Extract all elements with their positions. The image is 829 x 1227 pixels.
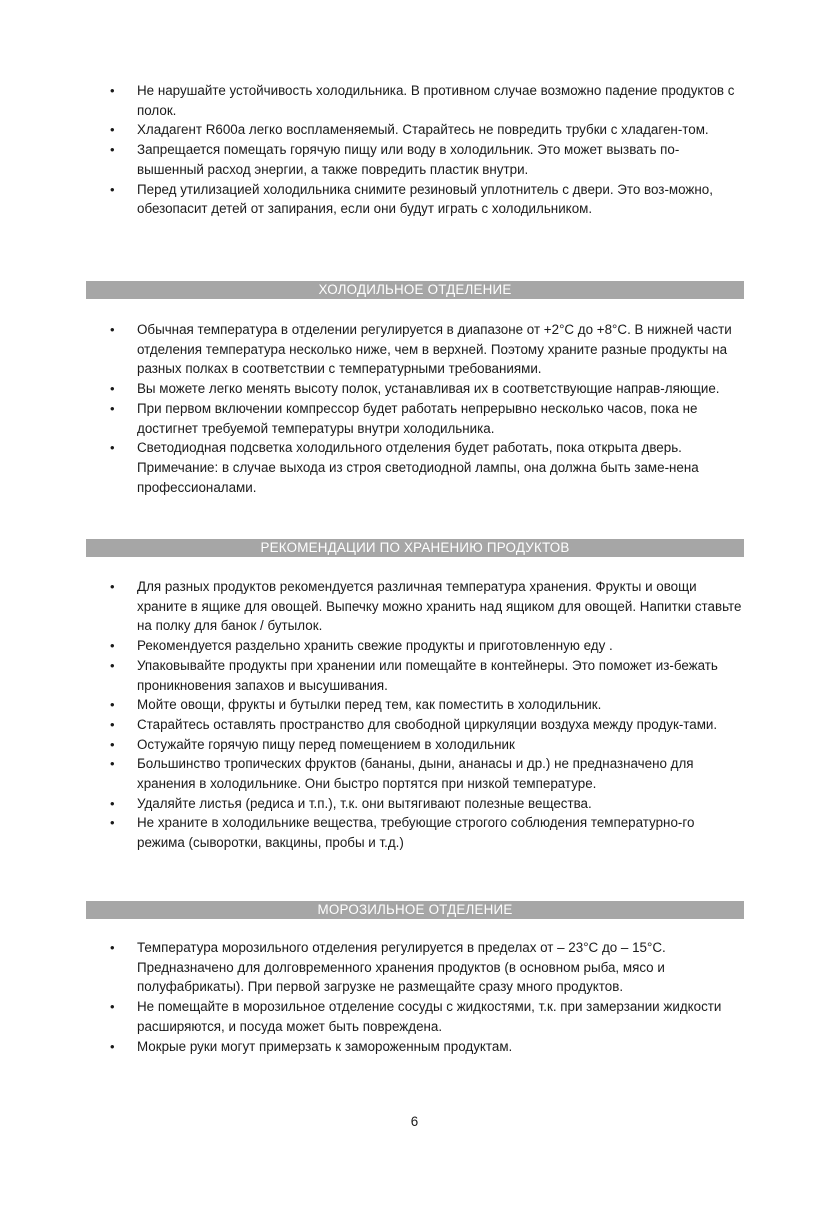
list-item-text: Обычная температура в отделении регулируется в диапазоне от +2°C до +8°C. В нижней части отделения температура несколько ниже, чем в верхней. Поэтому храните разные продукты на разных полках в соответствии с температурными требованиями. [137,322,732,377]
list-item-text: Упаковывайте продукты при хранении или помещайте в контейнеры. Это поможет из-бежать проникновения запахов и высушивания. [137,657,718,693]
list-item [108,715,744,735]
section-heading-freezer: МОРОЗИЛЬНОЕ ОТДЕЛЕНИЕ [86,901,744,919]
intro-bullet-list [108,81,744,219]
list-item-text: Хладагент R600a легко воспламеняемый. Старайтесь не повредить трубки с хладаген-том. [137,122,709,138]
list-item [108,695,744,715]
list-item-text: При первом включении компрессор будет работать непрерывно несколько часов, пока не достигнет требуемой температуры внутри холодильника. [137,400,698,436]
bullet-icon: • [110,142,115,158]
list-item-text: Не храните в холодильнике вещества, требующие строгого соблюдения температурно-го режима (сыворотки, вакцины, пробы и т.д.) [137,815,695,851]
list-item-text: Не помещайте в морозильное отделение сосуды с жидкостями, т.к. при замерзании жидкости расширяются, и посуда может быть повреждена. [137,999,722,1034]
list-item-text: Температура морозильного отделения регулируется в пределах от – 23°C до – 15°C. Предназначено для долговременного хранения продуктов (в основном рыба, мясо и полуфабрикаты). При первой загрузке не размещайте сразу много продуктов. [137,940,666,995]
list-item [108,938,744,997]
bullet-icon: • [110,400,115,416]
list-item [108,997,744,1036]
bullet-icon: • [110,999,115,1015]
bullet-icon: • [110,638,115,654]
bullet-icon: • [110,657,115,673]
page-number: 6 [410,1114,419,1129]
list-item-text: Остужайте горячую пищу перед помещением в холодильник [137,736,515,752]
bullet-icon: • [110,815,115,831]
bullet-icon: • [110,1038,115,1054]
list-item-text: Светодиодная подсветка холодильного отделения будет работать, пока открыта дверь. Примечание: в случае выхода из строя светодиодной лампы, она должна быть заме-нена профессионалами. [137,440,699,495]
list-item [108,636,744,656]
list-item [108,754,744,793]
list-item-text: Перед утилизацией холодильника снимите резиновый уплотнитель с двери. Это воз-можно, обезопасит детей от запирания, если они будут играть с холодильником. [137,181,713,217]
list-item [108,120,744,140]
list-item-text: Не нарушайте устойчивость холодильника. В противном случае возможно падение продуктов с полок. [137,83,735,118]
bullet-icon: • [110,795,115,811]
list-item [108,735,744,755]
list-item-text: Мойте овощи, фрукты и бутылки перед тем, как поместить в холодильник. [137,697,602,713]
bullet-icon: • [110,736,115,752]
bullet-icon: • [110,181,115,197]
list-item-text: Мокрые руки могут примерзать к замороженным продуктам. [137,1038,513,1054]
bullet-icon: • [110,940,115,955]
bullet-icon: • [110,579,115,594]
list-item [108,794,744,814]
storage-tips-bullet-list [108,577,744,853]
bullet-icon: • [110,716,115,732]
list-item [108,1037,744,1057]
list-item-text: Для разных продуктов рекомендуется различная температура хранения. Фрукты и овощи храните в ящике для овощей. Выпечку можно хранить над ящиком для овощей. Напитки ставьте на полку для банок / бутылок. [137,579,742,634]
list-item [108,320,744,379]
list-item [108,180,744,219]
list-item-text: Большинство тропических фруктов (бананы, дыни, ананасы и др.) не предназначено для хранения в холодильнике. Они быстро портятся при низкой температуре. [137,756,694,792]
list-item [108,140,744,179]
list-item-text: Вы можете легко менять высоту полок, устанавливая их в соответствующие направ-ляющие. [137,381,720,397]
list-item-text: Рекомендуется раздельно хранить свежие продукты и приготовленную еду . [137,638,613,654]
bullet-icon: • [110,322,115,337]
list-item [108,656,744,695]
section-heading-fridge: ХОЛОДИЛЬНОЕ ОТДЕЛЕНИЕ [86,281,744,299]
bullet-icon: • [110,122,115,138]
freezer-bullet-list [108,938,744,1056]
bullet-icon: • [110,83,115,98]
bullet-icon: • [110,756,115,772]
list-item-text: Удаляйте листья (редиса и т.п.), т.к. они вытягивают полезные вещества. [137,795,592,811]
section-heading-storage-tips: РЕКОМЕНДАЦИИ ПО ХРАНЕНИЮ ПРОДУКТОВ [86,539,744,557]
list-item-text: Запрещается помещать горячую пищу или воду в холодильник. Это может вызвать по-вышенный расход энергии, а также повредить пластик внутри. [137,142,680,177]
bullet-icon: • [110,697,115,713]
list-item [108,399,744,438]
bullet-icon: • [110,381,115,397]
list-item [108,81,744,120]
fridge-bullet-list [108,320,744,497]
bullet-icon: • [110,440,115,456]
list-item [108,813,744,852]
list-item [108,379,744,399]
list-item [108,577,744,636]
list-item-text: Старайтесь оставлять пространство для свободной циркуляции воздуха между продук-тами. [137,716,718,732]
list-item [108,438,744,497]
